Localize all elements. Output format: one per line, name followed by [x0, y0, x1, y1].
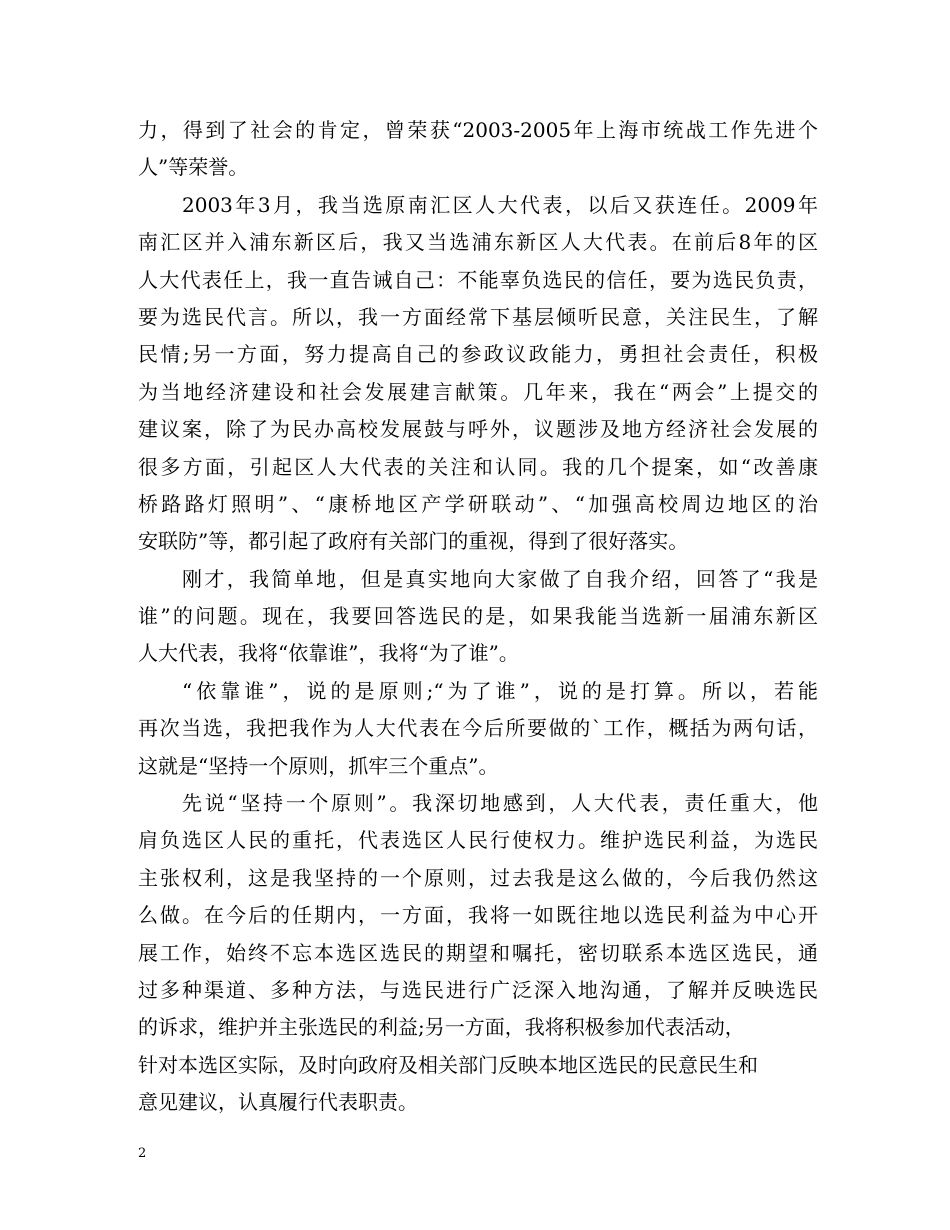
text-line: 这就是“坚持一个原则，抓牢三个重点”。: [138, 753, 499, 778]
text-line: 民情;另一方面，努力提高自己的参政议政能力，勇担社会责任，积极: [138, 342, 818, 367]
body-text: [138, 112, 818, 1122]
text-line: 要为选民代言。所以，我一方面经常下基层倾听民意，关注民生，了解: [138, 304, 818, 329]
text-line: 主张权利，这是我坚持的一个原则，过去我是这么做的，今后我仍然这: [138, 865, 818, 890]
text-line: 谁”的问题。现在，我要回答选民的是，如果我能当选新一届浦东新区: [138, 604, 818, 629]
text-line: 建议案，除了为民办高校发展鼓与呼外，议题涉及地方经济社会发展的: [138, 417, 818, 442]
text-line: 么做。在今后的任期内，一方面，我将一如既往地以选民利益为中心开: [138, 903, 818, 928]
text-line: 南汇区并入浦东新区后，我又当选浦东新区人大代表。在前后8年的区: [138, 230, 818, 255]
text-line: 2003年3月，我当选原南汇区人大代表，以后又获连任。2009年: [182, 192, 818, 217]
text-line: 人大代表任上，我一直告诫自己：不能辜负选民的信任，要为选民负责，: [138, 267, 818, 292]
text-line: 展工作，始终不忘本选区选民的期望和嘱托，密切联系本选区选民，通: [138, 940, 818, 965]
text-line: 很多方面，引起区人大代表的关注和认同。我的几个提案，如“改善康: [138, 454, 818, 479]
text-line: 刚才，我简单地，但是真实地向大家做了自我介绍，回答了“我是: [182, 566, 818, 591]
text-line: 力，得到了社会的肯定，曾荣获“2003-2005年上海市统战工作先进个: [138, 118, 818, 142]
text-line: 先说“坚持一个原则”。我深切地感到，人大代表，责任重大，他: [182, 791, 818, 816]
text-line: 针对本选区实际，及时向政府及相关部门反映本地区选民的民意民生和: [138, 1052, 758, 1077]
text-line: 意见建议，认真履行代表职责。: [138, 1090, 418, 1115]
text-line: 桥路路灯照明”、“康桥地区产学研联动”、“加强高校周边地区的治: [138, 491, 818, 516]
text-line: 人”等荣誉。: [138, 155, 249, 180]
text-line: 安联防”等，都引起了政府有关部门的重视，得到了很好落实。: [138, 529, 689, 554]
text-line: 的诉求，维护并主张选民的利益;另一方面，我将积极参加代表活动，: [138, 1015, 745, 1040]
text-line: 肩负选区人民的重托，代表选区人民行使权力。维护选民利益，为选民: [138, 828, 818, 853]
page-number: 2: [138, 1146, 147, 1161]
text-line: 为当地经济建设和社会发展建言献策。几年来，我在“两会”上提交的: [138, 379, 818, 404]
text-line: 再次当选，我把我作为人大代表在今后所要做的`工作，概括为两句话，: [138, 716, 818, 741]
text-line: “依靠谁”，说的是原则;“为了谁”，说的是打算。所以，若能: [182, 678, 818, 703]
text-line: 过多种渠道、多种方法，与选民进行广泛深入地沟通，了解并反映选民: [138, 977, 818, 1002]
text-line: 人大代表，我将“依靠谁”，我将“为了谁”。: [138, 641, 519, 666]
